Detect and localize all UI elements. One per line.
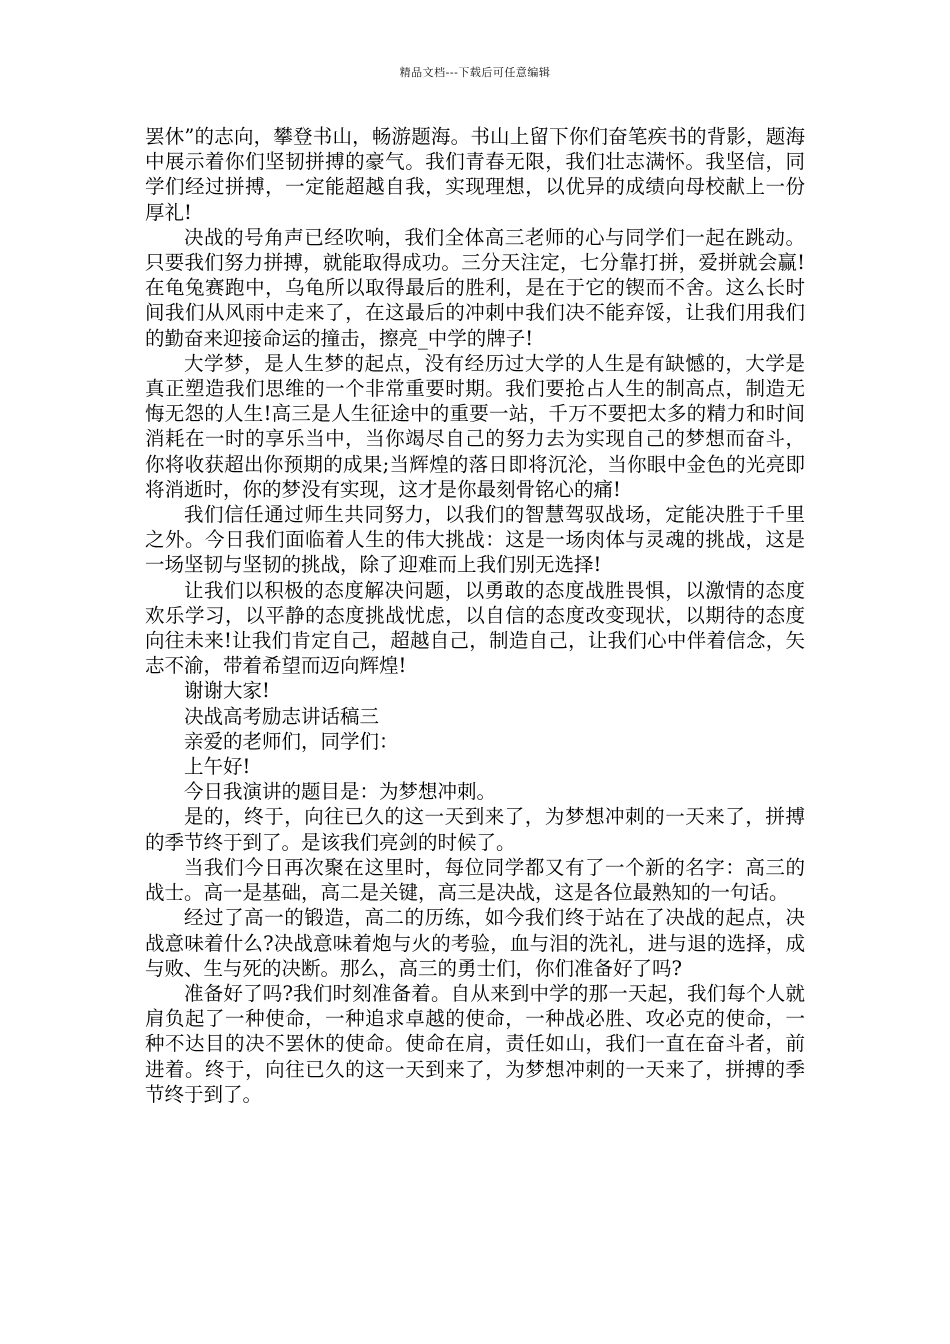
paragraph: 决战的号角声已经吹响，我们全体高三老师的心与同学们一起在跳动。只要我们努力拼搏，就能取得成功。三分天注定，七分靠打拼，爱拼就会赢!在龟兔赛跑中，乌龟所以取得最后的胜利，是在于它的锲而不舍。这么长时间我们从风雨中走来了，在这最后的冲刺中我们决不能弃馁，让我们用我们的勤奋来迎接命运的撞击，擦亮_中学的牌子! <box>145 225 805 350</box>
paragraph: 经过了高一的锻造，高二的历练，如今我们终于站在了决战的起点，决战意味着什么?决战意味着炮与火的考验，血与泪的洗礼，进与退的选择，成与败、生与死的决断。那么，高三的勇士们，你们准备好了吗? <box>145 906 805 980</box>
greeting: 上午好! <box>184 755 251 779</box>
closing-thanks: 谢谢大家! <box>184 679 270 703</box>
paragraph: 让我们以积极的态度解决问题，以勇敢的态度战胜畏惧，以激情的态度欢乐学习，以平静的态度挑战忧虑，以自信的态度改变现状，以期待的态度向往未来!让我们肯定自己，超越自己，制造自己，让我们心中伴着信念，矢志不渝，带着希望而迈向辉煌! <box>145 578 805 678</box>
paragraph: 准备好了吗?我们时刻准备着。自从来到中学的那一天起，我们每个人就肩负起了一种使命，一种追求卓越的使命，一种战必胜、攻必克的使命，一种不达目的决不罢休的使命。使命在肩，责任如山，我们一直在奋斗者，前进着。终于，向往已久的这一天到来了，为梦想冲刺的一天来了，拼搏的季节终于到了。 <box>145 981 805 1106</box>
speech-topic: 今日我演讲的题目是：为梦想冲刺。 <box>184 780 497 804</box>
paragraph: 大学梦，是人生梦的起点，没有经历过大学的人生是有缺憾的，大学是真正塑造我们思维的一个非常重要时期。我们要抢占人生的制高点，制造无悔无怨的人生!高三是人生征途中的重要一站，千万不要把太多的精力和时间消耗在一时的享乐当中，当你竭尽自己的努力去为实现自己的梦想而奋斗，你将收获超出你预期的成果;当辉煌的落日即将沉沦，当你眼中金色的光亮即将消逝时，你的梦没有实现，这才是你最刻骨铭心的痛! <box>145 351 805 501</box>
paragraph: 当我们今日再次聚在这里时，每位同学都又有了一个新的名字：高三的战士。高一是基础，高二是关键，高三是决战，这是各位最熟知的一句话。 <box>145 855 805 905</box>
page-header: 精品文档---下载后可任意编辑 <box>399 66 551 79</box>
paragraph-continuation: 罢休”的志向，攀登书山，畅游题海。书山上留下你们奋笔疾书的背影，题海中展示着你们坚韧拼搏的豪气。我们青春无限，我们壮志满怀。我坚信，同学们经过拼搏，一定能超越自我，实现理想，以优异的成绩向母校献上一份厚礼! <box>145 125 805 224</box>
salutation: 亲爱的老师们，同学们： <box>184 729 399 753</box>
speech-title: 决战高考励志讲话稿三 <box>184 704 380 728</box>
paragraph: 是的，终于，向往已久的这一天到来了，为梦想冲刺的一天来了，拼搏的季节终于到了。是该我们亮剑的时候了。 <box>145 805 805 854</box>
document-body <box>145 124 805 1107</box>
paragraph: 我们信任通过师生共同努力，以我们的智慧驾驭战场，定能决胜于千里之外。今日我们面临着人生的伟大挑战：这是一场肉体与灵魂的挑战，这是一场坚韧与坚韧的挑战，除了迎难而上我们别无选择! <box>145 503 805 577</box>
